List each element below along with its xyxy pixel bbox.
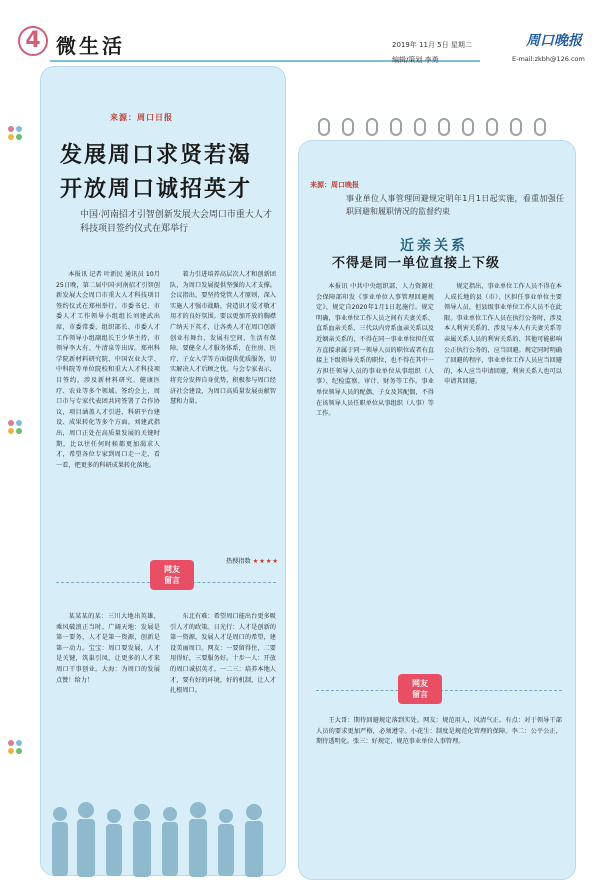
left-body-column-2: [170, 270, 276, 552]
left-body-text-2: 着力引进培养高层次人才和创新团队，为周口发展提供坚强的人才支撑。会议指出，要坚持党管人才原则，深入实施人才强市战略，营造识才爱才敬才用才的良好氛围。要以更加开放的胸襟广纳天下英才，让各类人才在周口创新创业有舞台、发展有空间、生活有保障。要健全人才服务体系，在住房、医疗、子女入学等方面提供优质服务，切实解决人才后顾之忧。与会专家表示，将充分发挥自身优势，积极参与周口经济社会建设，为周口高质量发展贡献智慧和力量。: [170, 271, 276, 406]
page-header: [0, 0, 600, 64]
right-body-column-2: [444, 282, 562, 676]
contact-email: E-mail:zkbh@126.com: [512, 55, 585, 63]
right-body-column-1: [316, 282, 434, 676]
left-body-column-1: [56, 270, 160, 570]
right-headline: 不得是同一单位直接上下级: [332, 256, 501, 271]
right-intro: 事业单位人事管理回避规定明年1月1日起实施，看重加强任职回避和履职情况的监督约束: [346, 194, 564, 216]
right-comments-text: 王大哥：期待回避规定落到实处。网友：规范用人，风清气正。有点：对于领导干部人员的要求更加严格，必须遵守。小花生：制度是规范化管理的保障。李二：公平公正，期待透明化。张三：好规定，规范事业单位人事管理。: [316, 717, 562, 746]
people-silhouette-illustration: [46, 800, 282, 880]
issue-date: 2019年 11月 5日 星期二: [392, 41, 472, 49]
right-comments: [316, 716, 562, 866]
right-comment-badge: 网友 留言: [398, 674, 442, 704]
page-number: 4: [18, 26, 48, 56]
editor-credit: 编辑/策划 李勇: [392, 56, 439, 64]
left-body-text-1: 本报讯 记者 叶新民 通讯员 10月25日晚，第二届中国·河南招才引智创新发展大会周口市重大人才科技项目签约仪式在郑州举行。市委书记、市委人才工作领导小组组长刘建武出席，市委常委、组织部长、市委人才工作领导小组副组长王少华主持，市领导李大有、牛清泉等出席。郑州科学院新材料研究院、中国农业大学、中科院等单位院校和重大人才科技项目签约，涉及新材料研究、健康医疗、农业等多个领域。签约会上，周口市与专家代表团共同签署了合作协议，项目涵盖人才引进、科研平台建设、成果转化等多个方面。刘建武指出，周口正处在高质量发展的关键时期，比以往任何时候都更加渴求人才，希望各位专家到周口走一走、看一看，把更多的科研成果转化落地。: [56, 271, 160, 469]
hot-index-stars: ★★★★: [252, 558, 279, 565]
left-comments-text-1: 某某某的某：三川大地出英雄，乘风破浪正当时。广阔天地：发展是第一要务，人才是第一资源，创新是第一动力。宝宝：周口要发展，人才是关键，筑巢引凤，让更多的人才来周口干事创业。大海：为周口的发展点赞！给力！: [56, 613, 160, 684]
netizen-comment-badge: 网友 留言: [150, 560, 194, 590]
right-kicker: 近亲关系: [400, 238, 468, 254]
left-hot-index: [226, 556, 279, 565]
notebook-rings: [318, 118, 558, 140]
right-source-tag: 来源：周口晚报: [310, 181, 359, 189]
right-body-text-2: 规定指出，事业单位工作人员不得在本人成长地的县（市）、区担任事业单位主要领导人员，但县级事业单位工作人员不在此限。事业单位工作人员在执行公务时，涉及本人利害关系的、涉及与本人有夫妻关系等亲属关系人员的利害关系的、其他可能影响公正执行公务的，应当回避。规定同时明确了回避的程序，事业单位工作人员应当回避的，本人应当申请回避，利害关系人也可以申请其回避。: [444, 283, 562, 386]
left-comments-column-2: [170, 612, 276, 792]
left-title-line1: 发展周口求贤若渴: [60, 142, 253, 168]
left-source-tag: 来源：周口日报: [110, 113, 173, 122]
right-body-text-1: 本报讯 中共中央组织部、人力资源社会保障部印发《事业单位人事管理回避规定》，规定自2020年1月1日起施行。规定明确，事业单位工作人员之间有夫妻关系、直系血亲关系、三代以内旁系血亲关系以及近姻亲关系的，不得在同一事业单位担任双方直接隶属于同一领导人员的职位或者有直接上下级领导关系的职位，也不得在其中一方担任领导人员的事业单位从事组织（人事）、纪检监察、审计、财务等工作。事业单位领导人员的配偶、子女及其配偶，不得在该领导人员任职单位从事组织（人事）等工作。: [316, 283, 434, 418]
left-comments-column-1: [56, 612, 160, 792]
hot-index-label: 热搜指数: [226, 558, 251, 565]
section-title: 微生活: [56, 34, 125, 58]
left-title-line2: 开放周口诚招英才: [60, 176, 253, 202]
left-subtitle: 中国·河南招才引智创新发展大会周口市重大人才科技项目签约仪式在郑举行: [80, 210, 272, 234]
newspaper-logo: 周口晚报: [526, 33, 582, 49]
left-comments-text-2: 东北有难：希望周口能出台更多吸引人才的政策。日光行：人才是创新的第一资源，发展人才是周口的希望，建设美丽周口。网友：一要留得住，二要用得好，三要服务好。十步一人：开放的周口诚招英才。一二三：培养本地人才，要有好的环境，好的机制，让人才扎根周口。: [170, 613, 276, 695]
